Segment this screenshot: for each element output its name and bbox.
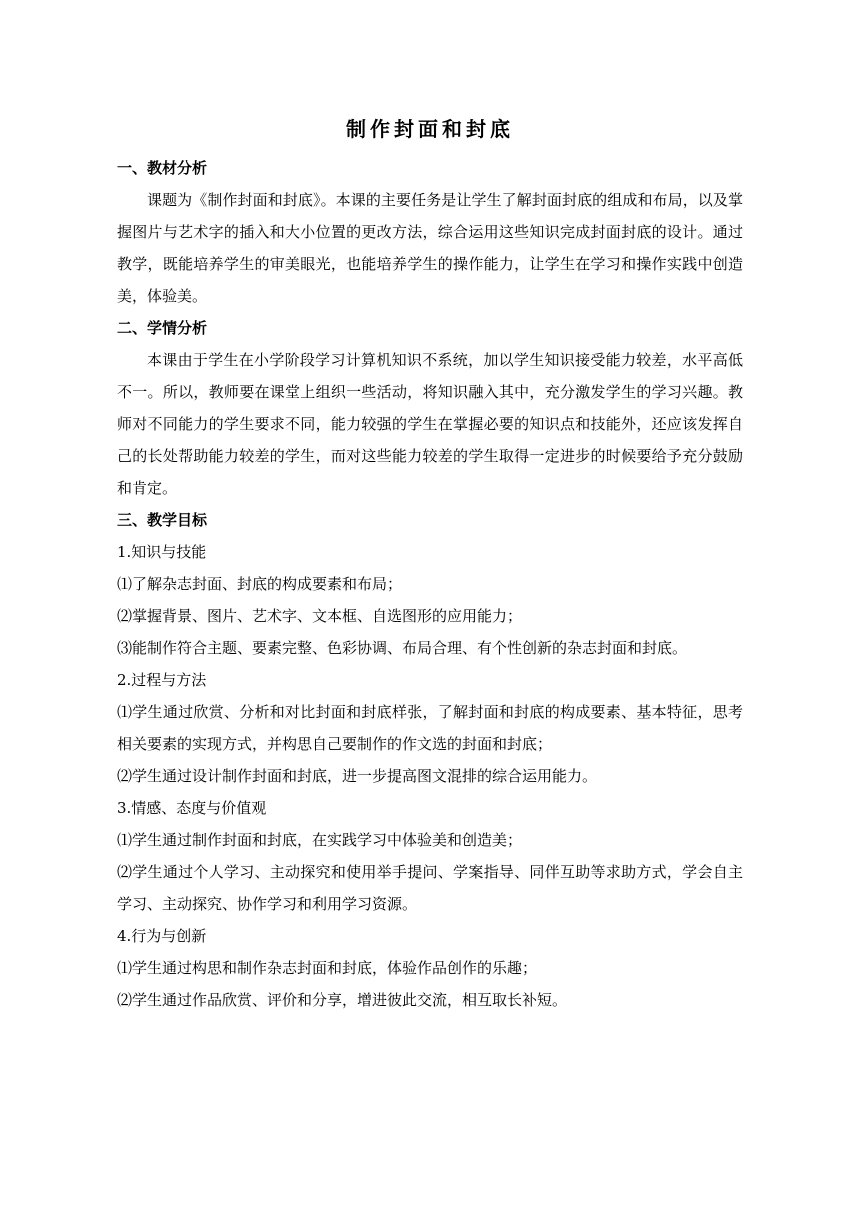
document-title: 制作封面和封底 [346, 117, 514, 141]
goal-item: ⑵学生通过设计制作封面和封底，进一步提高图文混排的综合运用能力。 [117, 767, 598, 785]
paragraph-textbook-analysis: 课题为《制作封面和封底》。本课的主要任务是让学生了解封面封底的组成和布局，以及掌握图片与艺术字的插入和大小位置的更改方法，综合运用这些知识完成封面封底的设计。通过教学，既能培养学生的审美眼光，也能培养学生的操作能力，让学生在学习和操作实践中创造美，体验美。 [117, 191, 743, 305]
goal-item: ⑴了解杂志封面、封底的构成要素和布局； [117, 575, 403, 593]
section-heading-teaching-goals: 三、教学目标 [117, 511, 208, 529]
goal-item: ⑵掌握背景、图片、艺术字、文本框、自选图形的应用能力； [117, 607, 523, 625]
goal-item: ⑵学生通过个人学习、主动探究和使用举手提问、学案指导、同伴互助等求助方式，学会自主学习、主动探究、协作学习和利用学习资源。 [117, 863, 743, 913]
goal-title-knowledge-skills: 1.知识与技能 [117, 543, 207, 561]
goal-title-behavior-innovation: 4.行为与创新 [117, 927, 207, 945]
goal-item: ⑴学生通过欣赏、分析和对比封面和封底样张，了解封面和封底的构成要素、基本特征，思考相关要素的实现方式，并构思自己要制作的作文选的封面和封底； [117, 703, 743, 753]
goal-item: ⑶能制作符合主题、要素完整、色彩协调、布局合理、有个性创新的杂志封面和封底。 [117, 639, 688, 657]
section-heading-student-analysis: 二、学情分析 [117, 319, 208, 337]
goal-title-emotion-values: 3.情感、态度与价值观 [117, 799, 267, 817]
goal-item: ⑴学生通过构思和制作杂志封面和封底，体验作品创作的乐趣； [117, 959, 538, 977]
goal-item: ⑴学生通过制作封面和封底，在实践学习中体验美和创造美； [117, 831, 523, 849]
section-heading-textbook-analysis: 一、教材分析 [117, 159, 208, 177]
paragraph-student-analysis: 本课由于学生在小学阶段学习计算机知识不系统，加以学生知识接受能力较差，水平高低不一。所以，教师要在课堂上组织一些活动，将知识融入其中，充分激发学生的学习兴趣。教师对不同能力的学生要求不同，能力较强的学生在掌握必要的知识点和技能外，还应该发挥自己的长处帮助能力较差的学生，而对这些能力较差的学生取得一定进步的时候要给予充分鼓励和肯定。 [117, 351, 743, 497]
goal-title-process-methods: 2.过程与方法 [117, 671, 207, 689]
goal-item: ⑵学生通过作品欣赏、评价和分享，增进彼此交流，相互取长补短。 [117, 991, 568, 1009]
document-page [117, 112, 743, 1016]
